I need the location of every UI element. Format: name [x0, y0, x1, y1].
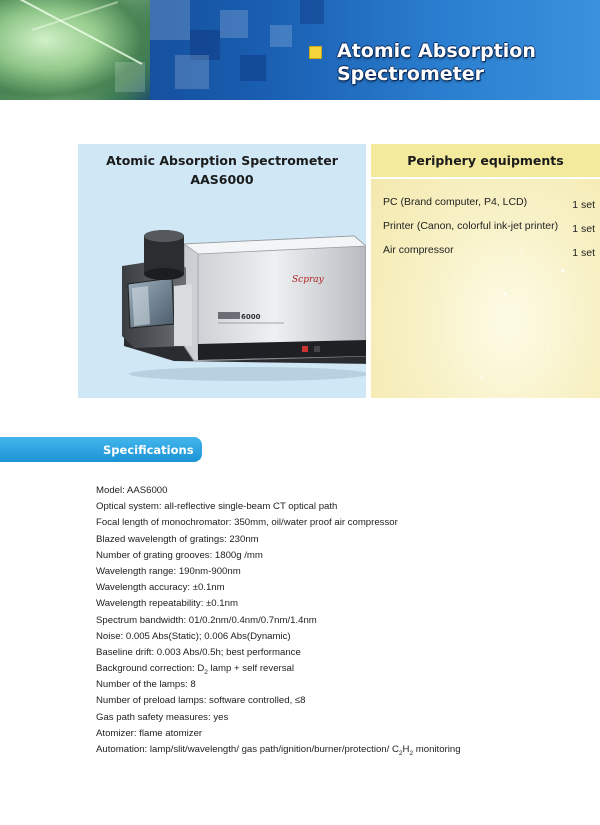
machine-model-label: 6000	[241, 313, 261, 321]
spec-line: Wavelength repeatability: ±0.1nm	[96, 598, 238, 610]
title-bullet-icon	[309, 46, 322, 59]
spectrometer-image	[114, 196, 366, 386]
page-title: Atomic Absorption Spectrometer	[337, 40, 536, 85]
specifications-list	[96, 483, 576, 758]
spec-line: Gas path safety measures: yes	[96, 711, 229, 723]
spec-line: Blazed wavelength of gratings: 230nm	[96, 533, 259, 545]
specifications-tab-label: Specifications	[103, 443, 194, 457]
spec-line: Spectrum bandwidth: 01/0.2nm/0.4nm/0.7nm/1.4nm	[96, 614, 317, 626]
spec-line-automation: Automation: lamp/slit/wavelength/ gas path/ignition/burner/protection/ $C_2H_2$ monitoring	[96, 744, 461, 757]
header-banner	[0, 0, 600, 100]
spec-line: Noise: 0.005 Abs(Static); 0.006 Abs(Dynamic)	[96, 630, 291, 642]
list-item	[383, 196, 595, 220]
list-item	[383, 244, 595, 268]
periphery-list	[383, 196, 595, 268]
periphery-item-name: PC (Brand computer, P4, LCD)	[383, 196, 528, 208]
periphery-panel	[371, 144, 600, 398]
spec-line: Wavelength range: 190nm-900nm	[96, 565, 241, 577]
list-item	[383, 220, 595, 244]
product-panel	[78, 144, 366, 398]
spec-line: Number of grating grooves: 1800g /mm	[96, 549, 263, 561]
spec-line-background-correction: Background correction: $D_2$ lamp + self reversal	[96, 663, 294, 676]
spec-line: Focal length of monochromator: 350mm, oil/water proof air compressor	[96, 517, 398, 529]
periphery-item-qty: 1 set	[572, 223, 595, 235]
spec-line: Optical system: all-reflective single-beam CT optical path	[96, 501, 338, 513]
spec-line: Model: AAS6000	[96, 485, 168, 496]
periphery-item-name: Air compressor	[383, 244, 454, 256]
periphery-item-qty: 1 set	[572, 247, 595, 259]
spec-line: Wavelength accuracy: ±0.1nm	[96, 582, 225, 594]
periphery-header	[371, 144, 600, 179]
spec-line: Number of the lamps: 8	[96, 679, 196, 691]
brand-logo-text: Scpray	[292, 275, 324, 285]
specifications-tab	[0, 437, 202, 462]
product-title: Atomic Absorption Spectrometer	[106, 153, 338, 168]
periphery-title: Periphery equipments	[407, 153, 564, 168]
spec-line: Baseline drift: 0.003 Abs/0.5h; best performance	[96, 646, 301, 658]
product-model: AAS6000	[190, 172, 254, 187]
periphery-item-name: Printer (Canon, colorful ink-jet printer)	[383, 220, 559, 232]
periphery-item-qty: 1 set	[572, 199, 595, 211]
spec-line: Atomizer: flame atomizer	[96, 727, 203, 739]
spec-line: Number of preload lamps: software controlled, ≤8	[96, 695, 306, 707]
